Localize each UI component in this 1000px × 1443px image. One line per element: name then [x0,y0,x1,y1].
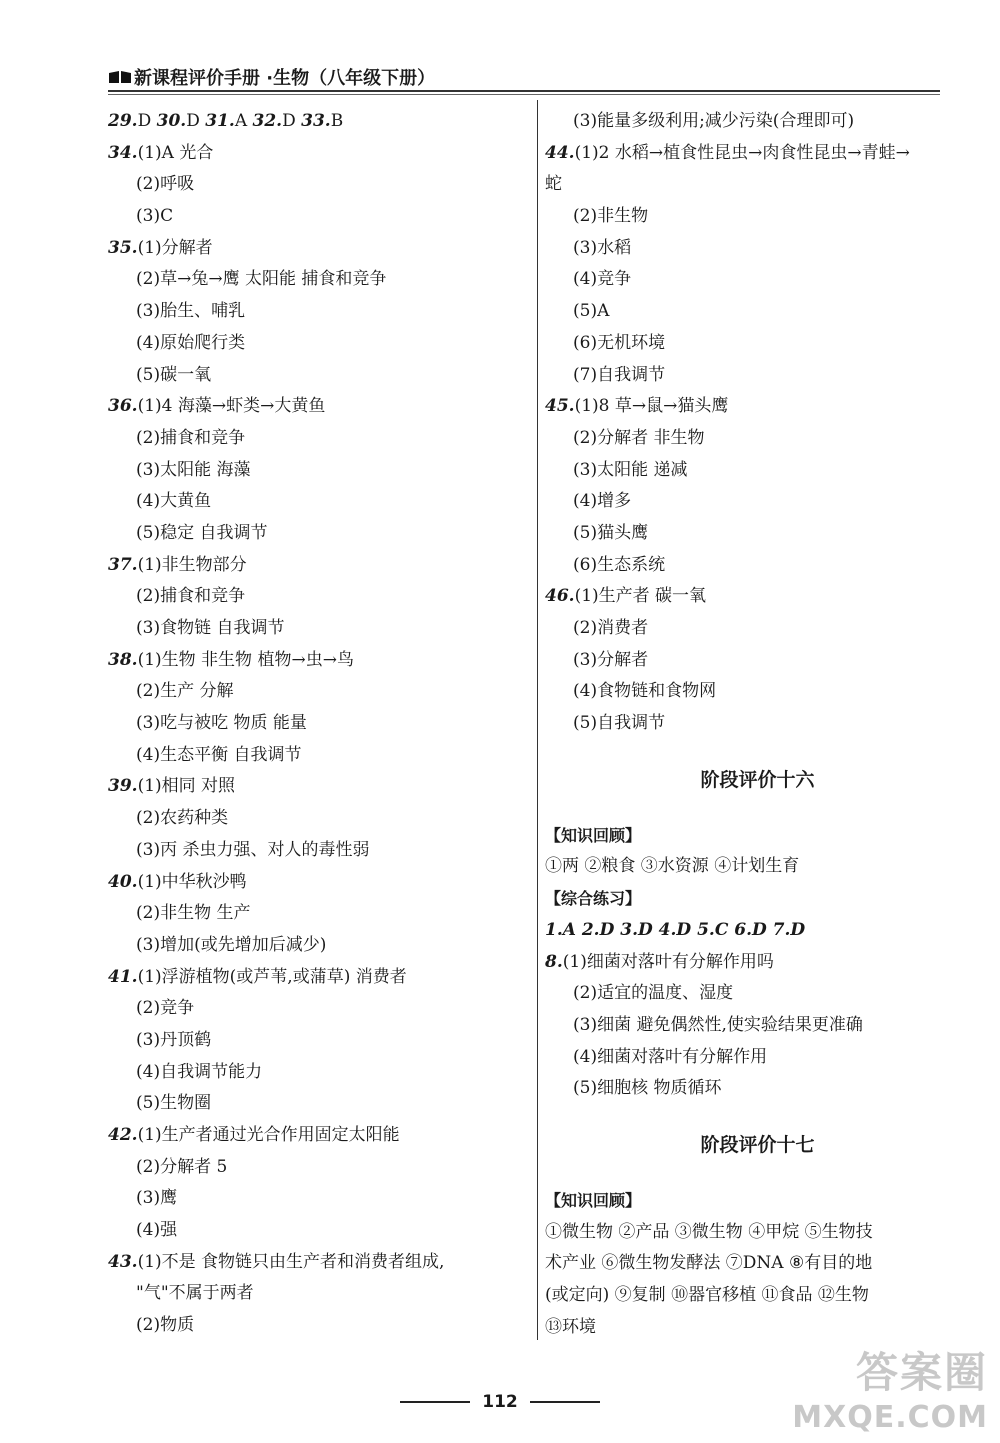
answer-line [545,455,970,487]
answer-line [108,898,528,930]
answer-text: (2)农药种类 [136,808,229,829]
answer-line [108,296,528,328]
answer-line [108,708,528,740]
answer-line [108,835,528,867]
answer-line [108,201,528,233]
question-line [108,550,528,582]
answer-text: (5)生物圈 [136,1093,212,1114]
answer-line [545,233,970,265]
answer-text: D [186,111,206,131]
answer-line [108,423,528,455]
answer-text: (1)生产者通过光合作用固定太阳能 [137,1125,400,1145]
answer-line [545,645,970,677]
answer-text: (3)食物链 自我调节 [136,618,285,638]
question-line [108,233,528,265]
answer-line [545,1042,970,1074]
answer-line [545,550,970,582]
column-divider [537,100,538,1340]
answer-line [545,423,970,455]
answer-text: (2)适宜的温度、湿度 [573,983,734,1004]
question-number: 37. [108,554,138,575]
answer-text: (2)呼吸 [136,174,195,195]
answer-text: (4)竞争 [573,269,632,290]
answer-text: (1)细菌对落叶有分解作用吗 [562,951,774,972]
question-line [108,1247,528,1279]
answer-text: (7)自我调节 [573,364,666,385]
answer-line [108,676,528,708]
answer-text: (5)稳定 自我调节 [136,522,268,543]
answer-text: (1)相同 对照 [137,776,236,797]
answer-text: (3)分解者 [573,649,649,670]
answer-text: (1)2 水稻→植食性昆虫→肉食性昆虫→青蛙→ [574,142,910,163]
watermark-logo: 答案圈 [855,1348,988,1397]
question-line [545,947,970,979]
section17-review-tag: 【知识回顾】 [545,1190,642,1210]
answer-line [108,930,528,962]
section17-review-line-3: (或定向) ⑨复制 ⑩器官移植 ⑪食品 ⑫生物 [545,1285,869,1305]
question-number: 34. [108,142,138,163]
answer-text: (5)A [573,301,610,322]
answer-text: B [330,111,344,131]
page-number: 112 [482,1392,518,1412]
answer-text: (3)能量多级利用;减少污染(合理即可) [573,111,855,131]
header-title-prefix: 新课程评价手册 · [134,68,274,89]
answer-line [108,328,528,360]
answer-line [108,1183,528,1215]
answer-text: D [137,111,157,131]
question-number: 41. [108,966,138,987]
question-line [108,138,528,170]
answer-text: (3)太阳能 海藻 [136,459,251,480]
left-column [108,106,528,1342]
answer-text: (5)猫头鹰 [573,522,649,543]
question-line [108,962,528,994]
header-rule [108,90,940,92]
question-number: 29. [108,111,138,131]
answer-text: (1)4 海藻→虾类→大黄鱼 [137,396,326,417]
answer-text: (2)捕食和竞争 [136,586,246,607]
answer-line [545,676,970,708]
right-answers [545,106,970,740]
answer-line [108,803,528,835]
section17-review-line-2: 术产业 ⑥微生物发酵法 ⑦DNA ⑧有目的地 [545,1253,873,1274]
section-title-17: 阶段评价十七 [700,1133,815,1156]
section16-question-8 [545,947,970,1105]
question-number: 43. [108,1251,138,1272]
answer-text: (1)不是 食物链只由生产者和消费者组成, [137,1251,445,1272]
answer-text: (3)鹰 [136,1188,178,1209]
answer-line [108,518,528,550]
answer-line [545,328,970,360]
answer-text: (1)生物 非生物 植物→虫→鸟 [137,649,354,670]
answer-line [108,486,528,518]
answer-line [545,486,970,518]
footer-decoration-left [400,1401,470,1403]
answer-line [545,106,970,138]
answer-text: (1)生产者 碳一氧 [574,586,707,607]
answer-text: "气"不属于两者 [136,1283,254,1304]
answer-line [108,1088,528,1120]
answer-text: (2)草→兔→鹰 太阳能 捕食和竞争 [136,269,387,290]
section16-mcq: 1.A 2.D 3.D 4.D 5.C 6.D 7.D [545,919,806,940]
question-line [108,771,528,803]
section17-review-line-4: ⑬环境 [545,1316,596,1337]
answer-text: (1)非生物部分 [137,554,247,575]
answer-text: (6)生态系统 [573,554,666,575]
answer-text: (3)C [136,206,174,227]
header-subject: 生物 [273,68,310,89]
answer-line [108,993,528,1025]
question-number: 32. [252,111,283,131]
answer-line [545,169,970,201]
question-number: 38. [108,649,138,670]
question-number: 36. [108,396,138,417]
answer-text: (3)水稻 [573,237,632,258]
answer-text: (4)食物链和食物网 [573,681,717,702]
answer-line [545,978,970,1010]
answer-line [108,1215,528,1247]
answer-line [108,613,528,645]
answer-text: (4)生态平衡 自我调节 [136,744,302,765]
answer-line [108,455,528,487]
answer-text: (3)细菌 避免偶然性,使实验结果更准确 [573,1014,863,1035]
question-number: 35. [108,237,138,258]
question-number: 45. [545,396,575,417]
answer-text: (3)增加(或先增加后减少) [136,934,327,955]
answer-text: (5)碳一氧 [136,364,212,385]
section17-review-line-1: ①微生物 ②产品 ③微生物 ④甲烷 ⑤生物技 [545,1221,873,1242]
answer-line [108,169,528,201]
answer-line [108,1278,528,1310]
answer-text: (3)太阳能 递减 [573,459,688,480]
question-line [108,867,528,899]
watermark [792,1340,988,1435]
answer-text: (1)浮游植物(或芦苇,或蒲草) 消费者 [137,966,407,987]
question-number: 46. [545,586,575,607]
question-line [545,391,970,423]
answer-text: D [282,111,302,131]
answer-line [108,740,528,772]
answer-line [108,1057,528,1089]
question-line [108,391,528,423]
answer-text: (2)捕食和竞争 [136,427,246,448]
answer-text: (4)自我调节能力 [136,1061,263,1082]
answer-text: (5)自我调节 [573,713,666,734]
answer-text: (2)消费者 [573,618,649,638]
answer-text: (3)丙 杀虫力强、对人的毒性弱 [136,839,370,860]
watermark-url: MXQE.COM [792,1400,988,1435]
answer-text: (4)大黄鱼 [136,491,212,512]
answer-line [545,518,970,550]
answer-text: A [234,111,253,131]
question-number: 31. [205,111,235,131]
answer-line [545,296,970,328]
answer-line [545,1010,970,1042]
answer-text: (6)无机环境 [573,332,666,353]
answer-line [108,1152,528,1184]
book-icon [108,70,132,84]
answer-text: (1)分解者 [137,237,213,258]
answer-text: (4)细菌对落叶有分解作用 [573,1046,768,1067]
answer-text: (5)细胞核 物质循环 [573,1078,722,1099]
question-number: 44. [545,142,575,163]
answer-line [545,360,970,392]
answer-text: (2)非生物 生产 [136,903,251,924]
section16-review-text: ①两 ②粮食 ③水资源 ④计划生育 [545,856,800,877]
answer-text: (4)原始爬行类 [136,332,246,353]
answer-line [545,201,970,233]
question-number: 33. [301,111,331,131]
answer-text: (2)物质 [136,1315,195,1336]
answer-text: (2)分解者 非生物 [573,427,705,448]
header-rule-thin [108,94,940,95]
answer-text: (1)中华秋沙鸭 [137,871,247,892]
answer-line [545,1073,970,1105]
question-line [545,138,970,170]
question-line [108,645,528,677]
answer-text: (1)A 光合 [137,142,214,163]
answer-text: (4)强 [136,1220,178,1241]
right-column [545,106,970,1343]
question-number: 42. [108,1125,138,1145]
answer-text: (2)竞争 [136,998,195,1019]
header-grade: （八年级下册） [309,68,436,89]
question-number: 40. [108,871,138,892]
question-line [108,1120,528,1152]
section-title-16: 阶段评价十六 [700,768,815,791]
question-line [545,581,970,613]
answer-text: (3)丹顶鹤 [136,1029,212,1050]
answer-text: 蛇 [545,174,562,195]
answer-line [108,360,528,392]
answer-text: (3)吃与被吃 物质 能量 [136,713,307,734]
section16-review-tag: 【知识回顾】 [545,825,642,845]
question-number: 8. [545,951,563,972]
answer-line [545,613,970,645]
question-number: 39. [108,776,138,797]
answer-line [108,1025,528,1057]
answer-text: (3)胎生、哺乳 [136,301,246,322]
footer-decoration-right [530,1401,600,1403]
answer-line [108,1310,528,1342]
answer-line [108,581,528,613]
section16-practice-tag: 【综合练习】 [545,889,642,909]
answer-text: (2)生产 分解 [136,681,234,702]
answer-text: (1)8 草→鼠→猫头鹰 [574,396,729,417]
answer-text: (2)分解者 5 [136,1156,228,1177]
answer-line [545,264,970,296]
question-line [108,106,528,138]
answer-text: (4)增多 [573,491,632,512]
page-header [108,62,435,92]
answer-line [545,708,970,740]
answer-text: (2)非生物 [573,206,649,227]
answer-line [108,264,528,296]
question-number: 30. [156,111,187,131]
